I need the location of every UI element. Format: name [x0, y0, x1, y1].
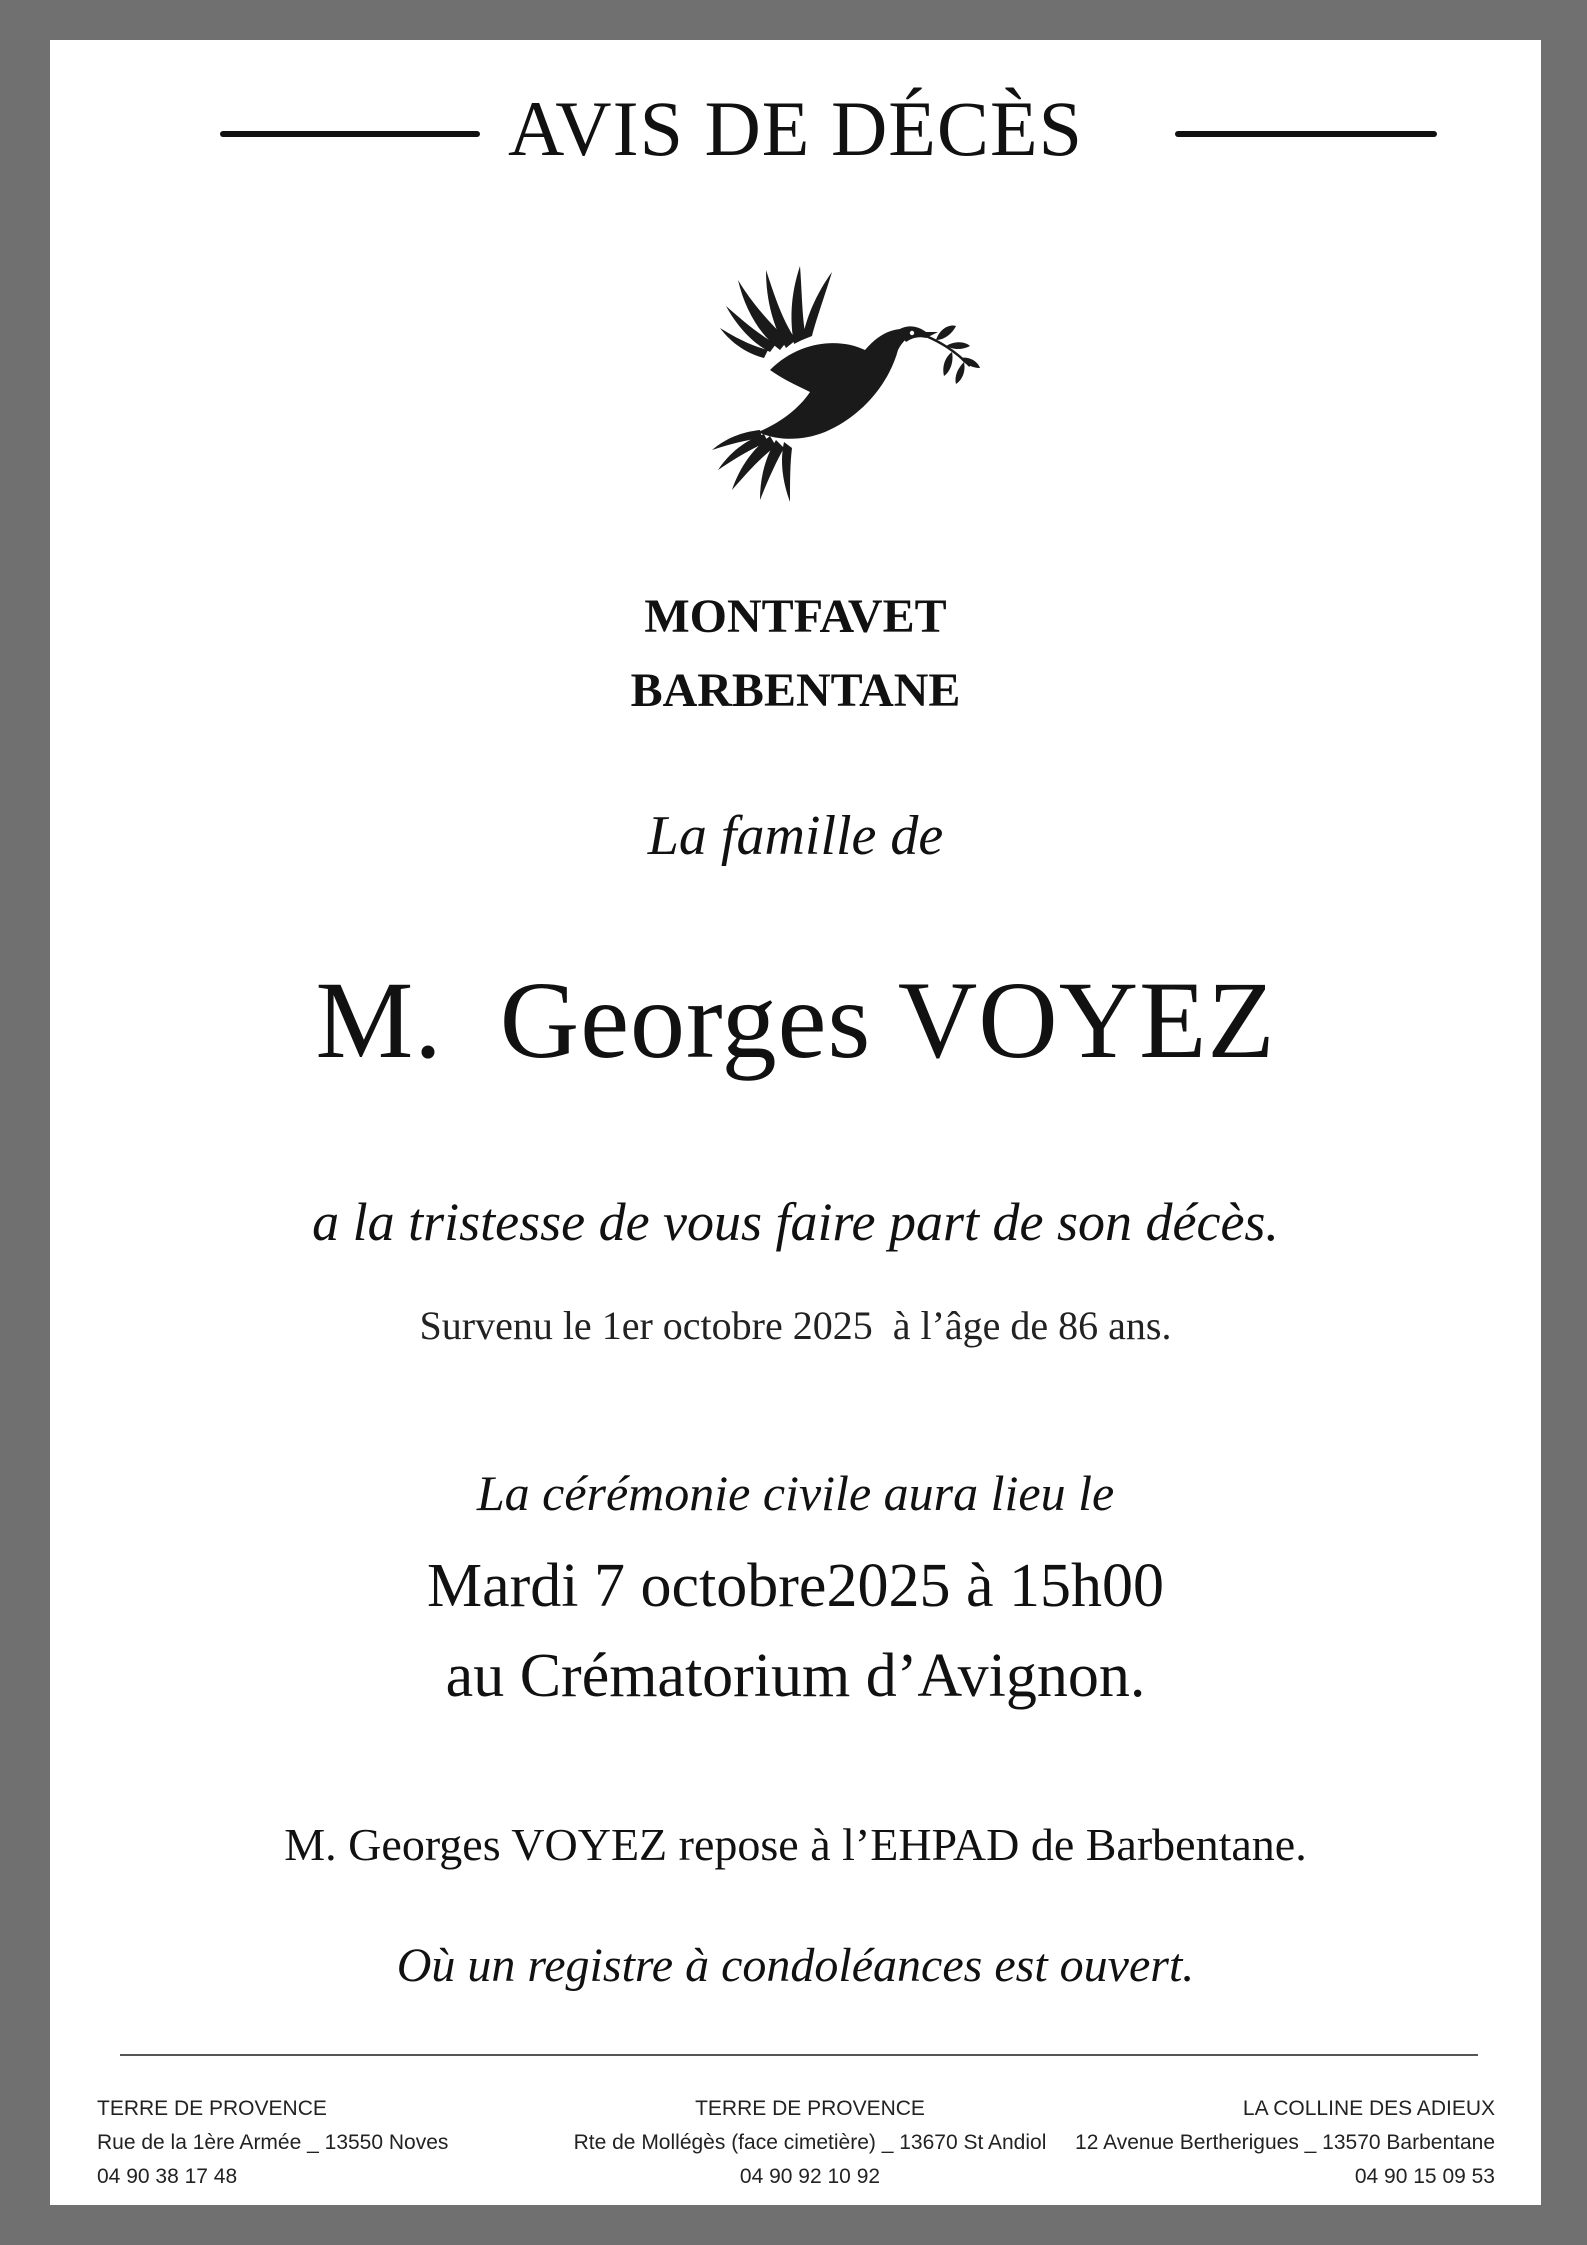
- agency-name: TERRE DE PROVENCE: [695, 2097, 925, 2120]
- agency-phone: 04 90 15 09 53: [1354, 2165, 1495, 2188]
- sadness-line: a la tristesse de vous faire part de son décès.: [312, 1192, 1279, 1252]
- agency-phone: 04 90 92 10 92: [739, 2165, 881, 2188]
- ceremony-intro: La cérémonie civile aura lieu le: [476, 1465, 1115, 1521]
- dove-tail: [712, 430, 792, 502]
- date-age-line: Survenu le 1er octobre 2025 à l’âge de 86 ans.: [419, 1303, 1172, 1348]
- ceremony-datetime: Mardi 7 octobre2025 à 15h00: [427, 1552, 1164, 1620]
- dove-with-olive-branch-icon: [650, 200, 980, 530]
- dove-upper-wing: [720, 266, 832, 358]
- footer-divider: [120, 2054, 1478, 2056]
- notice-sheet: [50, 40, 1541, 2205]
- agency-noves: [97, 2092, 537, 2194]
- agency-phone: 04 90 38 17 48: [97, 2165, 238, 2188]
- agency-address: 12 Avenue Bertherigues _ 13570 Barbentane: [1075, 2131, 1495, 2154]
- agency-address: Rue de la 1ère Armée _ 13550 Noves: [97, 2131, 449, 2154]
- agency-address: Rte de Mollégès (face cimetière) _ 13670 St Andiol: [573, 2131, 1047, 2154]
- agency-name: TERRE DE PROVENCE: [97, 2097, 327, 2120]
- agency-st-andiol: [570, 2092, 1050, 2194]
- notice-title: AVIS DE DÉCÈS: [508, 85, 1083, 172]
- agency-name: LA COLLINE DES ADIEUX: [1242, 2097, 1495, 2120]
- family-intro: La famille de: [647, 805, 944, 867]
- agency-barbentane: [1050, 2092, 1495, 2194]
- ceremony-place: au Crématorium d’Avignon.: [445, 1642, 1146, 1710]
- olive-branch: [926, 326, 980, 384]
- location-line: MONTFAVET: [644, 590, 947, 643]
- repose-line: M. Georges VOYEZ repose à l’EHPAD de Barbentane.: [284, 1819, 1307, 1870]
- location-line: BARBENTANE: [630, 664, 961, 717]
- registry-line: Où un registre à condoléances est ouvert.: [396, 1939, 1195, 1992]
- locations: [50, 580, 1541, 728]
- title-rule-right: [1175, 131, 1437, 137]
- deceased-name: M. Georges VOYEZ: [315, 959, 1276, 1081]
